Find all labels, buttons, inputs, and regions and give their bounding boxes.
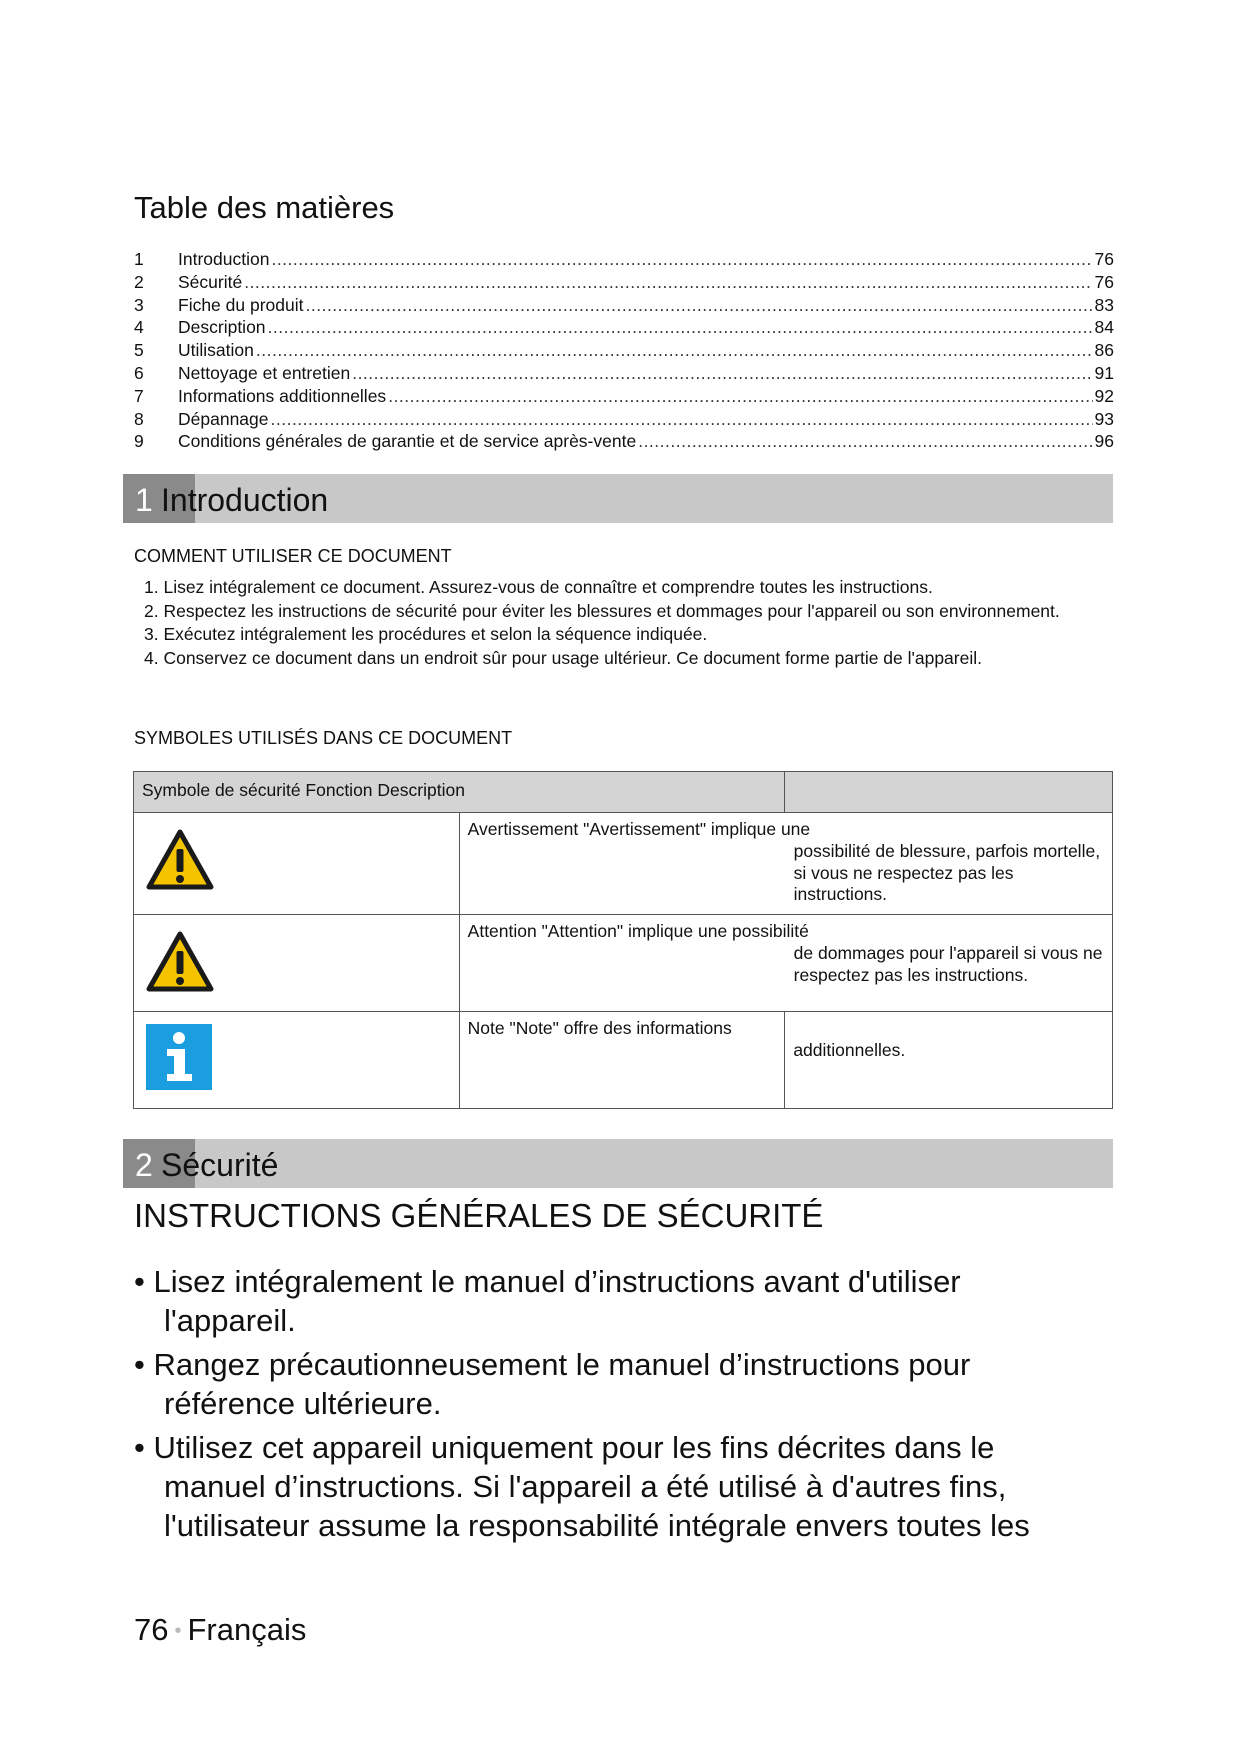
section-title: Sécurité [161, 1147, 279, 1183]
symbol-function-text: Avertissement "Avertissement" implique une [467, 819, 811, 839]
toc-entry-page: 86 [1094, 340, 1114, 361]
usage-step: 3. Exécutez intégralement les procédures et selon la séquence indiquée. [144, 624, 708, 644]
page-footer [134, 1612, 306, 1648]
description-cell [785, 1012, 1113, 1109]
footer-separator: • [174, 1620, 182, 1643]
toc-entry[interactable] [134, 430, 1114, 453]
symbol-description-text: additionnelles. [793, 1040, 906, 1060]
toc-entry-page: 93 [1094, 408, 1114, 429]
toc-entry[interactable] [134, 408, 1114, 431]
toc-leader-dots [268, 316, 1093, 339]
description-cell [459, 915, 1112, 1012]
bullet-continuation: l'appareil. [164, 1303, 296, 1338]
table-header-row [134, 772, 1113, 813]
toc-entry-label: Description [178, 317, 266, 338]
usage-step: 4. Conservez ce document dans un endroit sûr pour usage ultérieur. Ce document forme partie de l'appareil. [144, 647, 982, 668]
toc-entry-label: Informations additionnelles [178, 385, 387, 406]
info-icon [146, 1024, 212, 1095]
bullet-text: • Lisez intégralement le manuel d’instructions avant d'utiliser [134, 1264, 961, 1299]
symbol-cell [134, 813, 460, 915]
bullet-text: • Rangez précautionneusement le manuel d’instructions pour [134, 1347, 971, 1382]
table-header-text: Symbole de sécurité Fonction Description [142, 780, 465, 800]
toc-entry-page: 96 [1094, 431, 1114, 452]
table-row [134, 915, 1113, 1012]
section-bar-introduction [123, 474, 1113, 523]
description-cell [459, 813, 1112, 915]
safety-bullet [134, 1262, 1114, 1340]
toc-entry-number: 3 [134, 294, 144, 315]
table-header-cell-empty [785, 772, 1113, 813]
usage-step: 1. Lisez intégralement ce document. Assurez-vous de connaître et comprendre toutes les instructions. [144, 577, 933, 597]
toc-entry-page: 83 [1094, 294, 1114, 315]
bullet-continuation: manuel d’instructions. Si l'appareil a été utilisé à d'autres fins, l'utilisateur assume la responsabilité intégrale envers toutes les [164, 1469, 1030, 1543]
toc-leader-dots [306, 294, 1093, 317]
toc-entry-label: Dépannage [178, 408, 269, 429]
toc-entry-label: Fiche du produit [178, 294, 304, 315]
toc-entry-page: 76 [1094, 249, 1114, 269]
toc-entry-number: 7 [134, 385, 144, 406]
toc-entry[interactable] [134, 362, 1114, 385]
toc-leader-dots [271, 408, 1093, 431]
symbol-function-text: Note "Note" offre des informations [467, 1018, 732, 1038]
page-number: 76 [134, 1612, 169, 1647]
toc-entry-label: Introduction [178, 249, 270, 269]
symbol-description-text: possibilité de blessure, parfois mortelle, si vous ne respectez pas les instructions. [793, 841, 1101, 904]
table-row [134, 1012, 1113, 1109]
toc-leader-dots [271, 248, 1092, 271]
footer-language: Français [187, 1612, 307, 1647]
symbol-function-text: Attention "Attention" implique une possibilité [467, 921, 809, 941]
how-to-heading: COMMENT UTILISER CE DOCUMENT [134, 546, 452, 566]
section-number: 2 [135, 1147, 153, 1183]
toc-entry[interactable] [134, 316, 1114, 339]
safety-instructions-heading: INSTRUCTIONS GÉNÉRALES DE SÉCURITÉ [134, 1197, 824, 1234]
toc-entry-number: 9 [134, 431, 144, 452]
symbols-heading: SYMBOLES UTILISÉS DANS CE DOCUMENT [134, 728, 513, 748]
symbol-cell [134, 1012, 460, 1109]
toc-leader-dots [352, 362, 1092, 385]
section-number: 1 [135, 482, 153, 518]
safety-bullets-list [134, 1262, 1114, 1550]
usage-step: 2. Respectez les instructions de sécurité pour éviter les blessures et dommages pour l'appareil ou son environnement. [144, 600, 1060, 621]
toc-entry-number: 8 [134, 408, 144, 429]
function-cell [459, 1012, 785, 1109]
toc-entry[interactable] [134, 294, 1114, 317]
toc-entry-number: 2 [134, 271, 144, 292]
table-row [134, 813, 1113, 915]
toc-entry-label: Utilisation [178, 340, 254, 361]
toc-entry-number: 5 [134, 340, 144, 361]
toc-entry[interactable] [134, 339, 1114, 362]
caution-icon [146, 931, 214, 998]
symbol-description-text: de dommages pour l'appareil si vous ne respectez pas les instructions. [793, 943, 1103, 985]
toc-entry-number: 1 [134, 249, 144, 269]
toc-leader-dots [244, 271, 1092, 294]
toc-entry-page: 84 [1094, 317, 1114, 338]
toc-entry-number: 4 [134, 317, 144, 338]
symbol-cell [134, 915, 460, 1012]
table-header-cell [134, 772, 785, 813]
usage-steps-list [134, 576, 1094, 670]
section-bar-securite [123, 1139, 1113, 1188]
toc-entry[interactable] [134, 248, 1114, 271]
toc-entry-page: 91 [1094, 362, 1114, 383]
toc-entry-number: 6 [134, 362, 144, 383]
toc-entry-label: Conditions générales de garantie et de service après-vente [178, 431, 637, 452]
toc-entry[interactable] [134, 271, 1114, 294]
toc-leader-dots [388, 385, 1092, 408]
table-of-contents [134, 248, 1114, 453]
warning-icon [146, 829, 214, 896]
toc-entry-page: 92 [1094, 385, 1114, 406]
toc-leader-dots [256, 339, 1093, 362]
symbols-table [133, 771, 1113, 1109]
toc-entry-label: Sécurité [178, 271, 243, 292]
bullet-text: • Utilisez cet appareil uniquement pour les fins décrites dans le [134, 1430, 995, 1465]
toc-leader-dots [638, 430, 1092, 453]
toc-entry-label: Nettoyage et entretien [178, 362, 351, 383]
toc-entry[interactable] [134, 385, 1114, 408]
toc-title: Table des matières [134, 190, 395, 225]
toc-entry-page: 76 [1094, 271, 1114, 292]
safety-bullet [134, 1428, 1114, 1545]
bullet-continuation: référence ultérieure. [164, 1386, 442, 1421]
section-title: Introduction [161, 482, 329, 518]
safety-bullet [134, 1345, 1114, 1423]
